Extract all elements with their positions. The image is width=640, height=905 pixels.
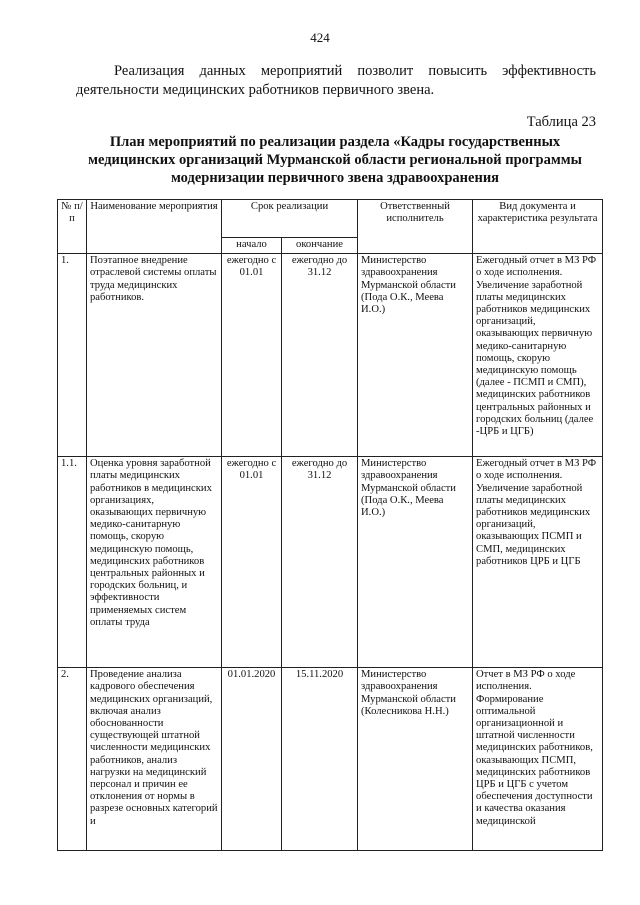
row-end: ежегодно до 31.12 — [282, 457, 358, 668]
row-num: 1.1. — [58, 457, 87, 668]
table-row — [58, 668, 603, 851]
row-end: 15.11.2020 — [282, 668, 358, 851]
row-start: ежегодно с 01.01 — [222, 457, 282, 668]
page-number: 424 — [310, 30, 330, 45]
intro-paragraph: Реализация данных мероприятий позволит повысить эффективность деятельности медицинских работников первичного звена. — [76, 63, 596, 98]
table-label: Таблица 23 — [526, 114, 596, 130]
row-name: Проведение анализа кадрового обеспечения медицинских организаций, включая анализ обоснованности существующей штатной численности медицинских работников, анализ нагрузки на медицинский персонал и причин ее отклонения от нормы в разрезе основных категорий и — [87, 668, 222, 851]
plan-table — [57, 199, 603, 851]
header-executor: Ответственный исполнитель — [358, 200, 473, 254]
header-period: Срок реализации — [222, 200, 358, 238]
row-num: 1. — [58, 254, 87, 457]
row-start: 01.01.2020 — [222, 668, 282, 851]
table-header-row — [58, 200, 603, 238]
header-start: начало — [222, 238, 282, 254]
header-result: Вид документа и характеристика результата — [473, 200, 603, 254]
row-executor: Министерство здравоохранения Мурманской области (Колесникова Н.Н.) — [358, 668, 473, 851]
row-result: Ежегодный отчет в МЗ РФ о ходе исполнения. Увеличение заработной платы медицинских работников медицинских организаций, оказывающих ПСМП и СМП, медицинских работников ЦРБ и ЦГБ — [473, 457, 603, 668]
row-num: 2. — [58, 668, 87, 851]
row-executor: Министерство здравоохранения Мурманской области (Пода О.К., Меева И.О.) — [358, 457, 473, 668]
header-num: № п/п — [58, 200, 87, 254]
header-name: Наименование мероприятия — [87, 200, 222, 254]
table-row — [58, 457, 603, 668]
row-result: Отчет в МЗ РФ о ходе исполнения. Формирование оптимальной организационной и штатной численности медицинских работников, оказывающих ПСМП, медицинских работников ЦРБ и ЦГБ с учетом обеспечения доступности и качества оказания медицинской — [473, 668, 603, 851]
header-end: окончание — [282, 238, 358, 254]
table-row — [58, 254, 603, 457]
row-executor: Министерство здравоохранения Мурманской области (Пода О.К., Меева И.О.) — [358, 254, 473, 457]
row-end: ежегодно до 31.12 — [282, 254, 358, 457]
row-result: Ежегодный отчет в МЗ РФ о ходе исполнения. Увеличение заработной платы медицинских работников медицинских организаций, оказывающих первичную медико-санитарную помощь, скорую медицинскую помощь (далее - ПСМП и СМП), медицинских работников центральных районных и городских больниц (далее -ЦРБ и ЦГБ) — [473, 254, 603, 457]
row-name: Поэтапное внедрение отраслевой системы оплаты труда медицинских работников. — [87, 254, 222, 457]
document-title: План мероприятий по реализации раздела «Кадры государственных медицинских организаций Мурманской области региональной программы модернизации первичного звена здравоохранения — [88, 134, 582, 186]
row-name: Оценка уровня заработной платы медицинских работников в медицинских организациях, оказывающих первичную медико-санитарную помощь, скорую медицинскую помощь, медицинских работников центральных районных и городских больниц, и эффективности применяемых систем оплаты труда — [87, 457, 222, 668]
row-start: ежегодно с 01.01 — [222, 254, 282, 457]
